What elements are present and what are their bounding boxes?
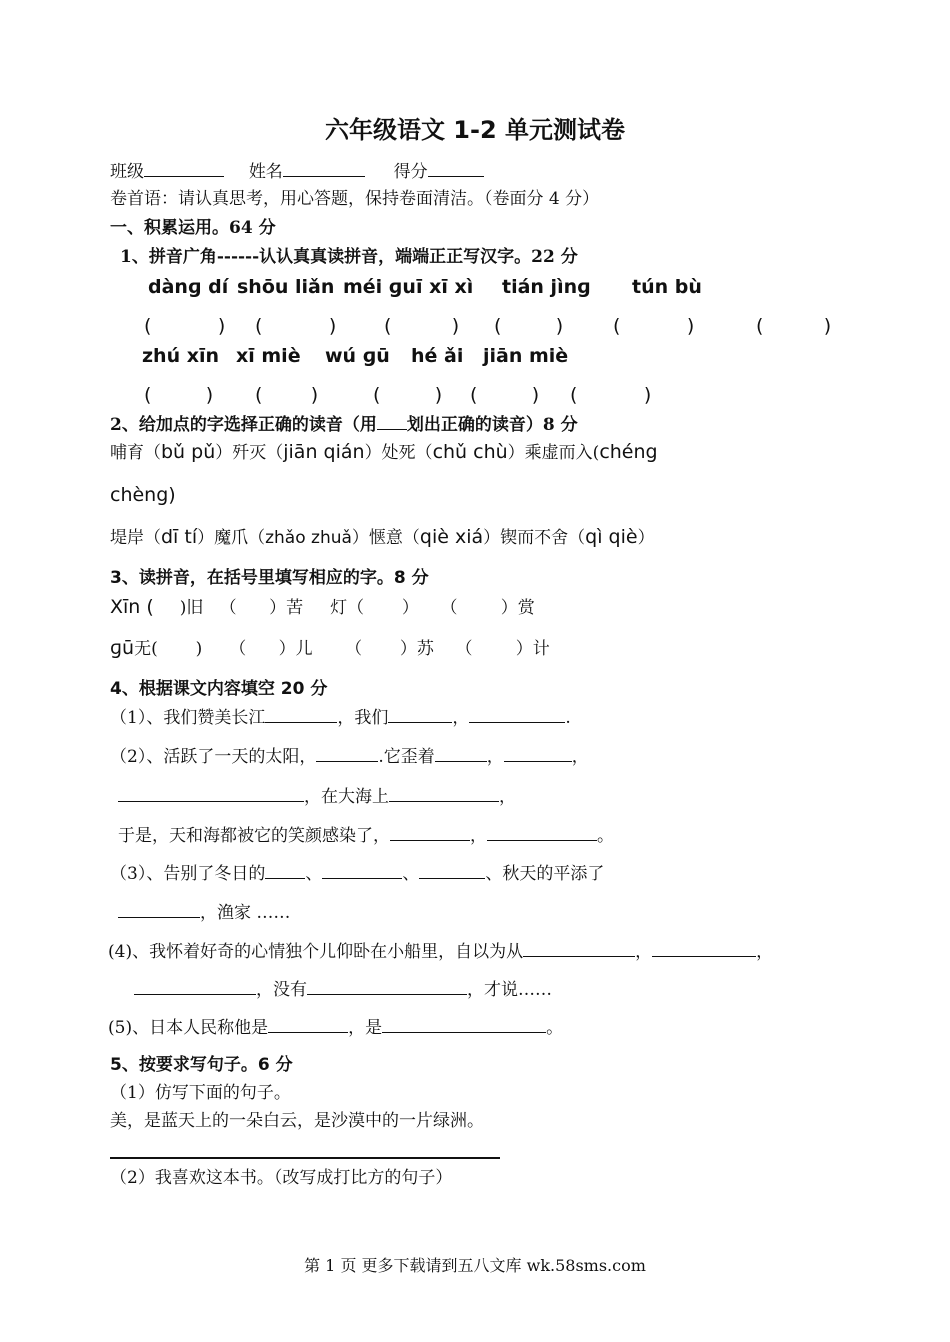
name-label: 姓名	[248, 162, 283, 182]
q5-example: 美，是蓝天上的一朵白云，是沙漠中的一片绿洲。	[110, 1111, 484, 1131]
q1-pinyin-9: hé ǎi	[411, 345, 464, 367]
q1-answer-1[interactable]: ( )	[144, 315, 226, 337]
q4-line-5	[110, 862, 604, 885]
q5-heading: 5、按要求写句子。6 分	[110, 1055, 293, 1075]
q2-heading-text: 2、给加点的字选择正确的读音（用	[110, 415, 377, 435]
q2-word-2: ）歼灭（	[215, 443, 284, 463]
q1-pinyin-1: dànɡ dí	[148, 276, 229, 298]
q1-answer-7[interactable]: ( )	[144, 384, 214, 406]
q4-text: (5)、日本人民称他是	[108, 1018, 269, 1038]
class-label: 班级	[110, 162, 144, 182]
q4-line-4	[118, 824, 614, 847]
q4-text: （2）、活跃了一天的太阳，	[110, 747, 317, 767]
q2-word-4: ）乘虚而入(	[507, 443, 600, 463]
q4-blank[interactable]	[388, 706, 452, 723]
q3-row-2	[110, 637, 550, 660]
score-label: 得分	[393, 162, 428, 182]
q4-line-3	[118, 785, 516, 808]
q3-row-1-text[interactable]: )旧 （ ）苦 灯（ ） （ ）赏	[179, 598, 535, 618]
q4-text: ，在大海上	[304, 787, 389, 807]
q2-heading-tail: 划出正确的读音）8 分	[406, 415, 578, 435]
q4-text: (4)、我怀着好奇的心情独个儿仰卧在小船里，自以为从	[108, 942, 524, 962]
q2-options-4[interactable]: chéng	[599, 441, 658, 463]
q3-row-2-text[interactable]: 无( ) （ ）儿 （ ）苏 （ ）计	[134, 639, 550, 659]
q1-pinyin-10: jiān miè	[483, 345, 569, 367]
q2-word-5: 堤岸（	[110, 528, 161, 548]
q4-line-7	[108, 940, 773, 963]
q5-answer-line[interactable]	[110, 1157, 500, 1159]
q2-options-6[interactable]: zhǎo zhuǎ	[265, 528, 352, 548]
q4-text: 。	[546, 1018, 564, 1038]
q4-blank[interactable]	[390, 824, 470, 841]
q4-text: ，是	[348, 1018, 383, 1038]
q4-blank[interactable]	[307, 978, 467, 995]
q4-text: .	[565, 708, 571, 728]
q4-blank[interactable]	[118, 901, 200, 918]
q4-blank[interactable]	[268, 1016, 348, 1033]
q2-word-9: ）	[637, 528, 655, 548]
page-title: 六年级语文 1-2 单元测试卷	[324, 116, 626, 144]
q4-text: ，	[499, 787, 516, 807]
q4-text: ，我们	[337, 708, 389, 728]
q4-text: ，没有	[256, 980, 307, 1000]
q1-pinyin-6: zhú xīn	[142, 345, 220, 367]
q4-text: ，渔家 ……	[200, 903, 291, 923]
q1-answer-11[interactable]: ( )	[570, 384, 652, 406]
q4-line-9	[108, 1016, 563, 1039]
q4-text: .它歪着	[378, 747, 435, 767]
q5-sub1: （1）仿写下面的句子。	[110, 1083, 291, 1103]
q1-pinyin-7: xī miè	[236, 345, 301, 367]
q1-pinyin-2: shōu liǎn	[237, 276, 335, 298]
q2-options-1[interactable]: bǔ pǔ	[161, 441, 216, 463]
class-blank[interactable]	[144, 160, 224, 177]
q2-options-5[interactable]: dī tí	[161, 526, 198, 548]
q3-row-1	[110, 596, 535, 619]
q2-options-2[interactable]: jiān qián	[283, 441, 365, 463]
q4-blank[interactable]	[265, 706, 337, 723]
q4-text: ，	[571, 747, 589, 767]
q1-answer-8[interactable]: ( )	[255, 384, 319, 406]
q2-word-7: ）惬意（	[351, 528, 420, 548]
q2-word-8: ）锲而不舍（	[483, 528, 586, 548]
q1-pinyin-5: tún bù	[632, 276, 702, 298]
name-blank[interactable]	[283, 160, 365, 177]
q4-blank[interactable]	[435, 745, 487, 762]
q4-blank[interactable]	[389, 785, 499, 802]
q4-line-8	[134, 978, 552, 1001]
q3-pinyin-1: Xīn (	[110, 596, 154, 618]
q4-text: （1）、我们赞美长江	[110, 708, 266, 728]
q2-word-6: ）魔爪（	[197, 528, 266, 548]
q3-heading: 3、读拼音，在括号里填写相应的字。8 分	[110, 568, 429, 588]
q1-answer-9[interactable]: ( )	[373, 384, 443, 406]
q2-options-3[interactable]: chǔ chù	[432, 441, 508, 463]
q2-word-1: 哺育（	[110, 443, 161, 463]
q4-text: ，	[470, 826, 487, 846]
score-blank[interactable]	[428, 160, 484, 177]
q4-blank[interactable]	[652, 940, 756, 957]
q1-heading: 1、拼音广角------认认真真读拼音，端端正正写汉字。22 分	[120, 247, 578, 267]
q2-line-1	[110, 441, 658, 464]
q4-text: 、秋天的平添了	[485, 864, 605, 884]
q3-pinyin-2: ɡū	[110, 637, 135, 659]
q4-blank[interactable]	[265, 862, 305, 879]
q4-blank[interactable]	[419, 862, 485, 879]
q4-blank[interactable]	[322, 862, 402, 879]
q2-underline-sample	[377, 413, 407, 430]
q1-answer-6[interactable]: ( )	[756, 315, 832, 337]
q4-text: （3）、告别了冬日的	[110, 864, 266, 884]
q2-word-3: ）处死（	[364, 443, 433, 463]
q1-answer-10[interactable]: ( )	[470, 384, 540, 406]
q4-heading: 4、根据课文内容填空 20 分	[110, 679, 328, 699]
q1-answer-3[interactable]: ( )	[384, 315, 460, 337]
foreword: 卷首语：请认真思考，用心答题，保持卷面清洁。（卷面分 4 分）	[110, 189, 600, 209]
q4-text: 于是，天和海都被它的笑颜感染了，	[118, 826, 390, 846]
q2-line-2[interactable]: chèng)	[110, 484, 176, 506]
q4-text: 、	[305, 864, 323, 884]
page-footer: 第 1 页 更多下载请到五八文库 wk.58sms.com	[304, 1256, 646, 1275]
q1-answer-4[interactable]: ( )	[494, 315, 564, 337]
q4-line-1	[110, 706, 571, 729]
q4-text: ，	[452, 708, 470, 728]
q4-blank[interactable]	[504, 745, 572, 762]
q1-answer-5[interactable]: ( )	[613, 315, 695, 337]
q4-line-2	[110, 745, 589, 768]
q2-options-8[interactable]: qì qiè	[585, 526, 638, 548]
q4-blank[interactable]	[523, 940, 635, 957]
q4-text: 。	[597, 826, 614, 846]
q4-line-6	[118, 901, 290, 924]
q1-pinyin-3: méi ɡuī xī xì	[343, 276, 474, 298]
q4-text: ，才说……	[467, 980, 552, 1000]
q2-options-7[interactable]: qiè xiá	[419, 526, 484, 548]
q1-answer-2[interactable]: ( )	[255, 315, 337, 337]
q4-blank[interactable]	[118, 785, 304, 802]
q4-blank[interactable]	[487, 824, 597, 841]
q4-blank[interactable]	[469, 706, 565, 723]
q1-pinyin-4: tián jìnɡ	[502, 276, 591, 298]
q4-text: ，	[635, 942, 653, 962]
q4-text: ，	[756, 942, 774, 962]
q2-line-3	[110, 526, 655, 549]
q4-blank[interactable]	[382, 1016, 546, 1033]
section1-heading: 一、积累运用。64 分	[110, 218, 276, 238]
q4-text: 、	[402, 864, 420, 884]
q4-text: ，	[486, 747, 504, 767]
student-info-line	[110, 160, 484, 183]
q1-pinyin-8: wú ɡū	[325, 345, 390, 367]
q4-blank[interactable]	[134, 978, 256, 995]
q2-heading	[110, 413, 578, 436]
q5-sub2: （2）我喜欢这本书。（改写成打比方的句子）	[110, 1168, 453, 1188]
q4-blank[interactable]	[316, 745, 378, 762]
